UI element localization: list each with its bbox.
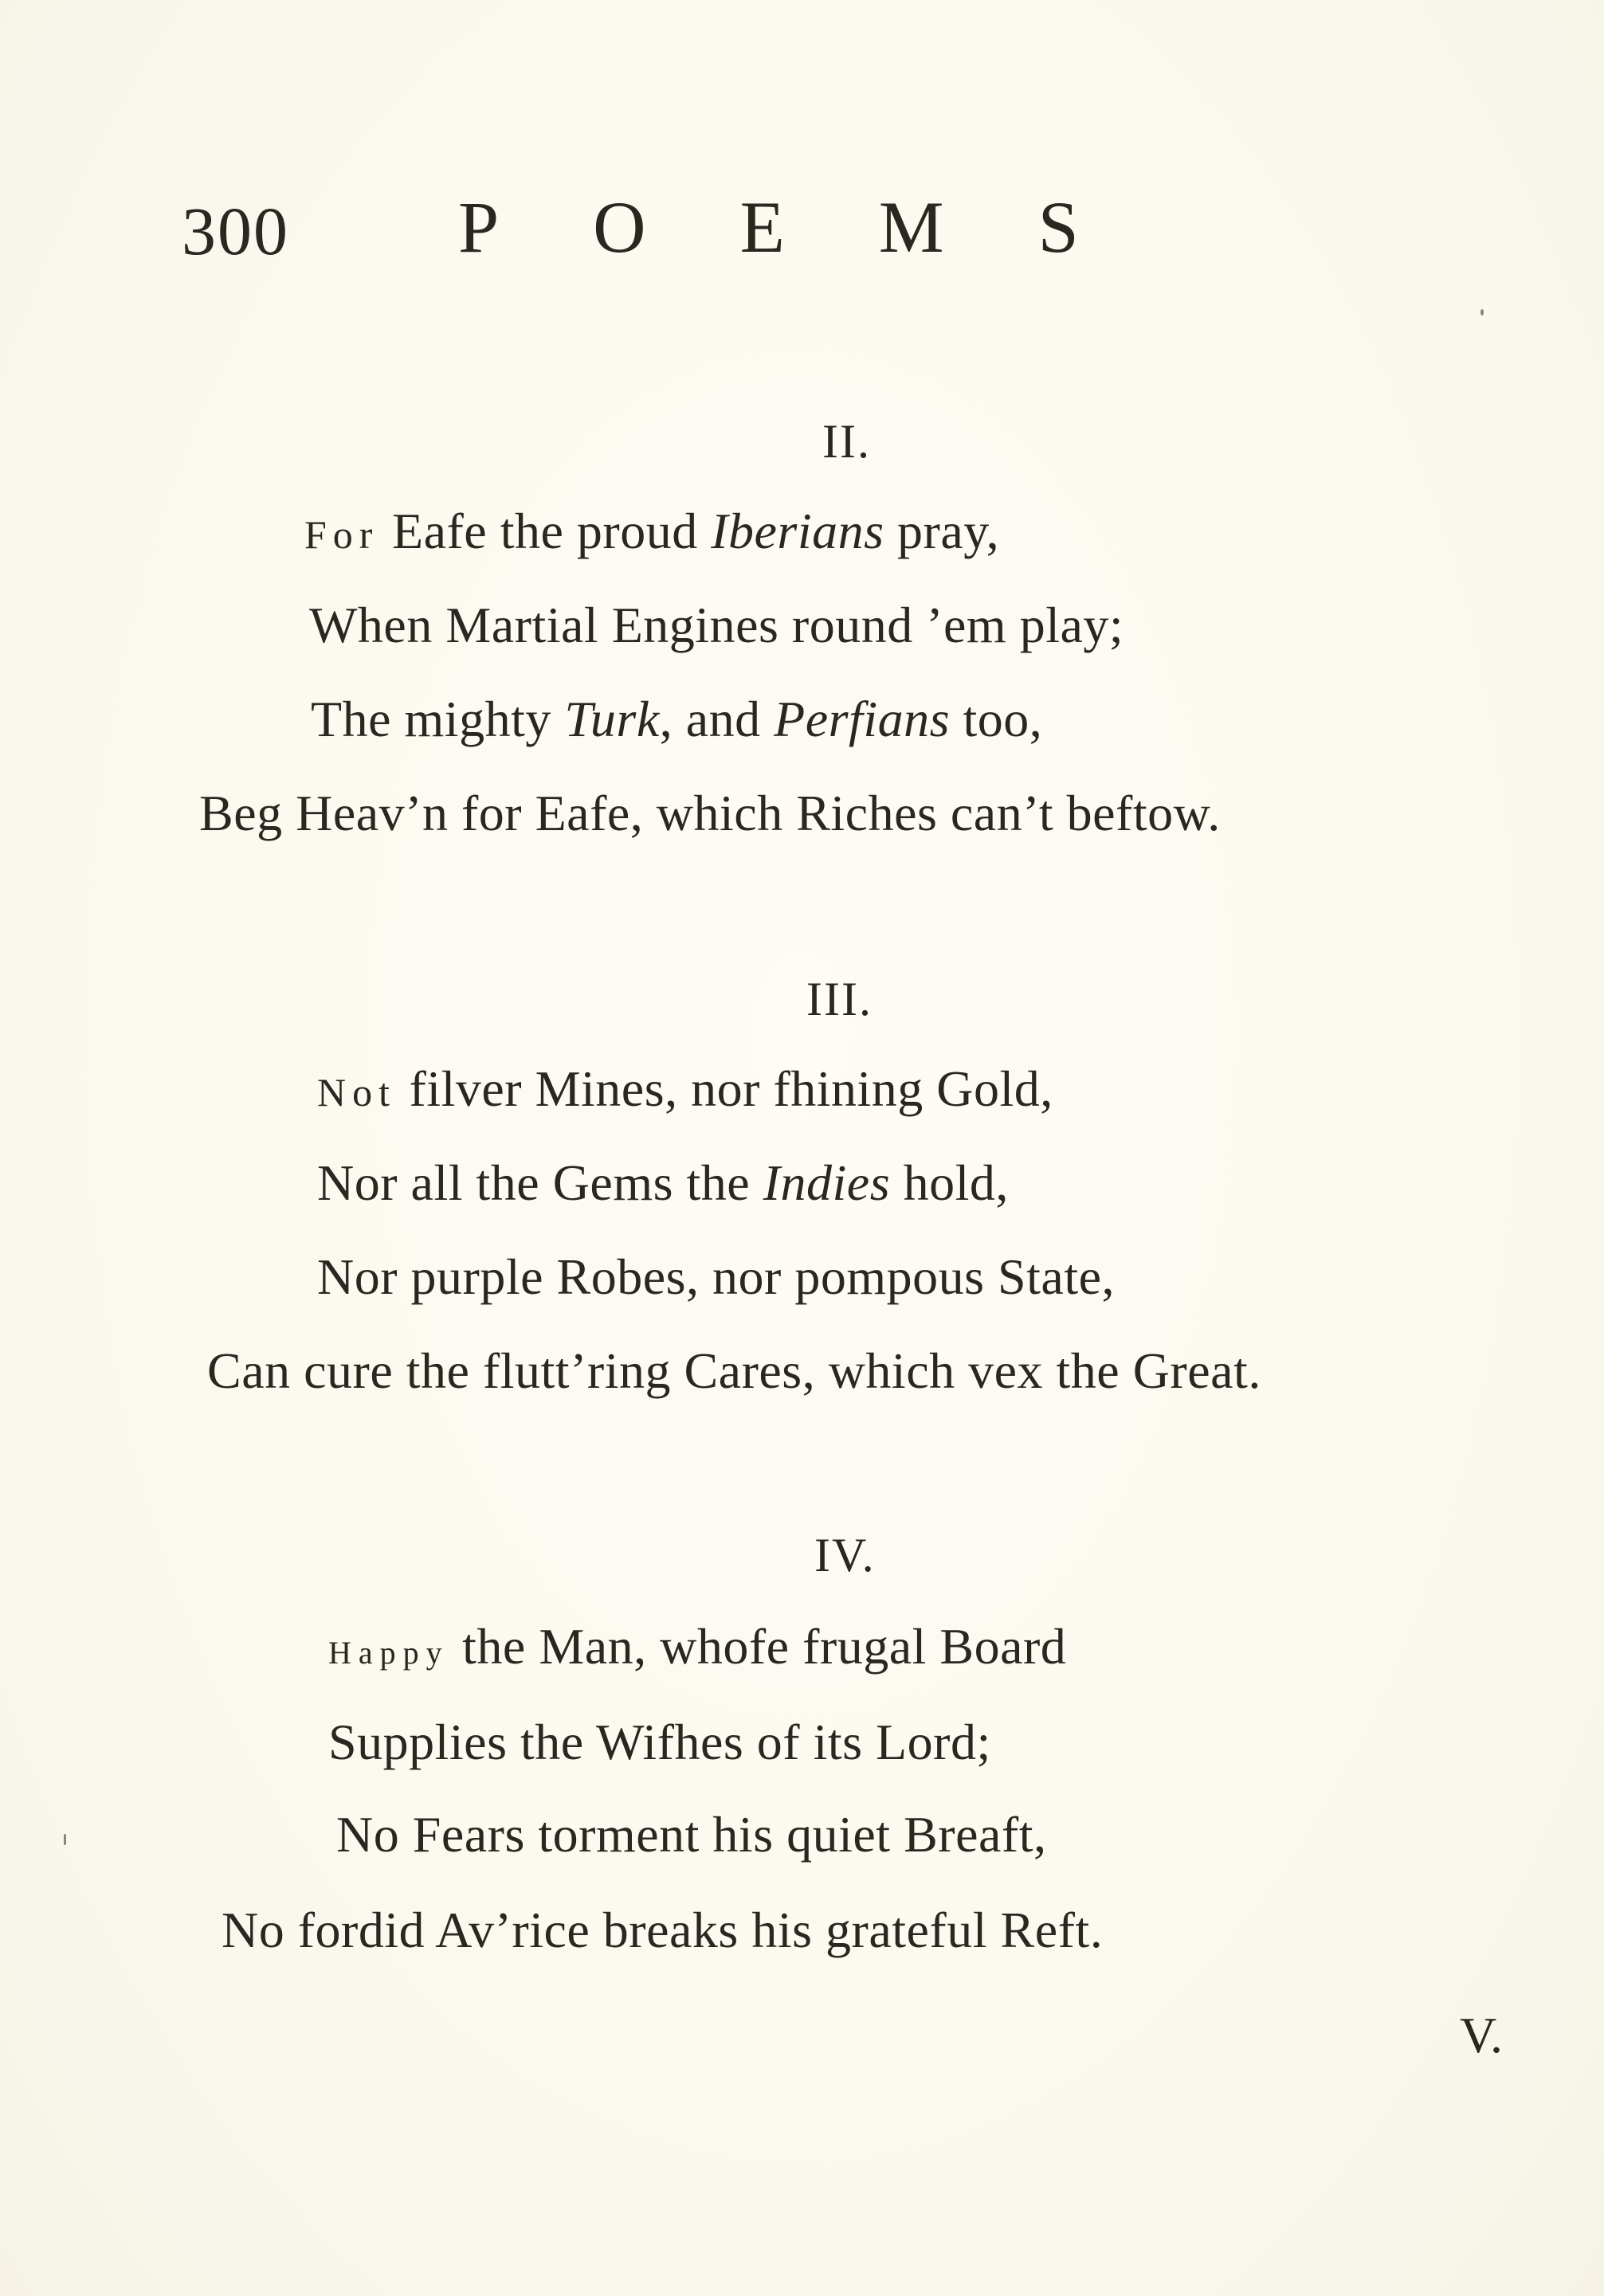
- line-text: No Fears torment his quiet Breaft,: [336, 1806, 1047, 1863]
- italic-word: Indies: [763, 1154, 891, 1211]
- page-number: 300: [182, 193, 289, 269]
- italic-word: Turk: [564, 691, 660, 747]
- running-head: POEMS: [458, 186, 1173, 268]
- small-caps-opening: For: [304, 512, 379, 557]
- line-text-mid: , and: [659, 691, 775, 747]
- line-text: Nor all the Gems the: [317, 1154, 763, 1211]
- line-text: No fordid Av’rice breaks his grateful Reft.: [222, 1902, 1104, 1958]
- verse-line: [222, 1901, 1103, 1960]
- paper-speck: [1480, 309, 1484, 315]
- verse-line: [317, 1248, 1115, 1307]
- line-text: Nor purple Robes, nor pompous State,: [317, 1248, 1115, 1305]
- verse-line: [304, 502, 999, 561]
- line-text: Eafe the proud: [378, 503, 712, 559]
- page-header: [0, 185, 1604, 272]
- line-text: filver Mines, nor fhining Gold,: [396, 1060, 1053, 1117]
- verse-line: [207, 1342, 1261, 1401]
- verse-line: [311, 690, 1042, 749]
- verse-line: [317, 1154, 1009, 1213]
- small-caps-opening: Not: [317, 1070, 396, 1115]
- italic-word: Iberians: [711, 503, 884, 559]
- line-text: Can cure the flutt’ring Cares, which vex the Great.: [207, 1342, 1261, 1399]
- verse-line: [199, 784, 1221, 843]
- line-text: When Martial Engines round ’em play;: [309, 597, 1124, 653]
- small-caps-opening: Happy: [328, 1635, 449, 1671]
- stanza-number: IV.: [814, 1529, 876, 1581]
- line-text: Supplies the Wifhes of its Lord;: [328, 1714, 991, 1770]
- line-text-tail: hold,: [890, 1154, 1009, 1211]
- verse-line: [309, 596, 1124, 655]
- line-text-tail: too,: [950, 691, 1043, 747]
- verse-line: [328, 1713, 991, 1772]
- line-text: the Man, whofe frugal Board: [449, 1618, 1067, 1675]
- paper-speck: [64, 1834, 66, 1845]
- verse-line: [328, 1617, 1066, 1676]
- line-text-tail: pray,: [884, 503, 1000, 559]
- italic-word: Perfians: [774, 691, 950, 747]
- line-text: The mighty: [311, 691, 565, 747]
- stanza-number: III.: [806, 973, 873, 1025]
- line-text: Beg Heav’n for Eafe, which Riches can’t beftow.: [199, 785, 1221, 841]
- catchword: V.: [1460, 2007, 1503, 2063]
- verse-line: [317, 1060, 1053, 1119]
- stanza-number: II.: [822, 415, 871, 468]
- verse-line: [336, 1805, 1046, 1864]
